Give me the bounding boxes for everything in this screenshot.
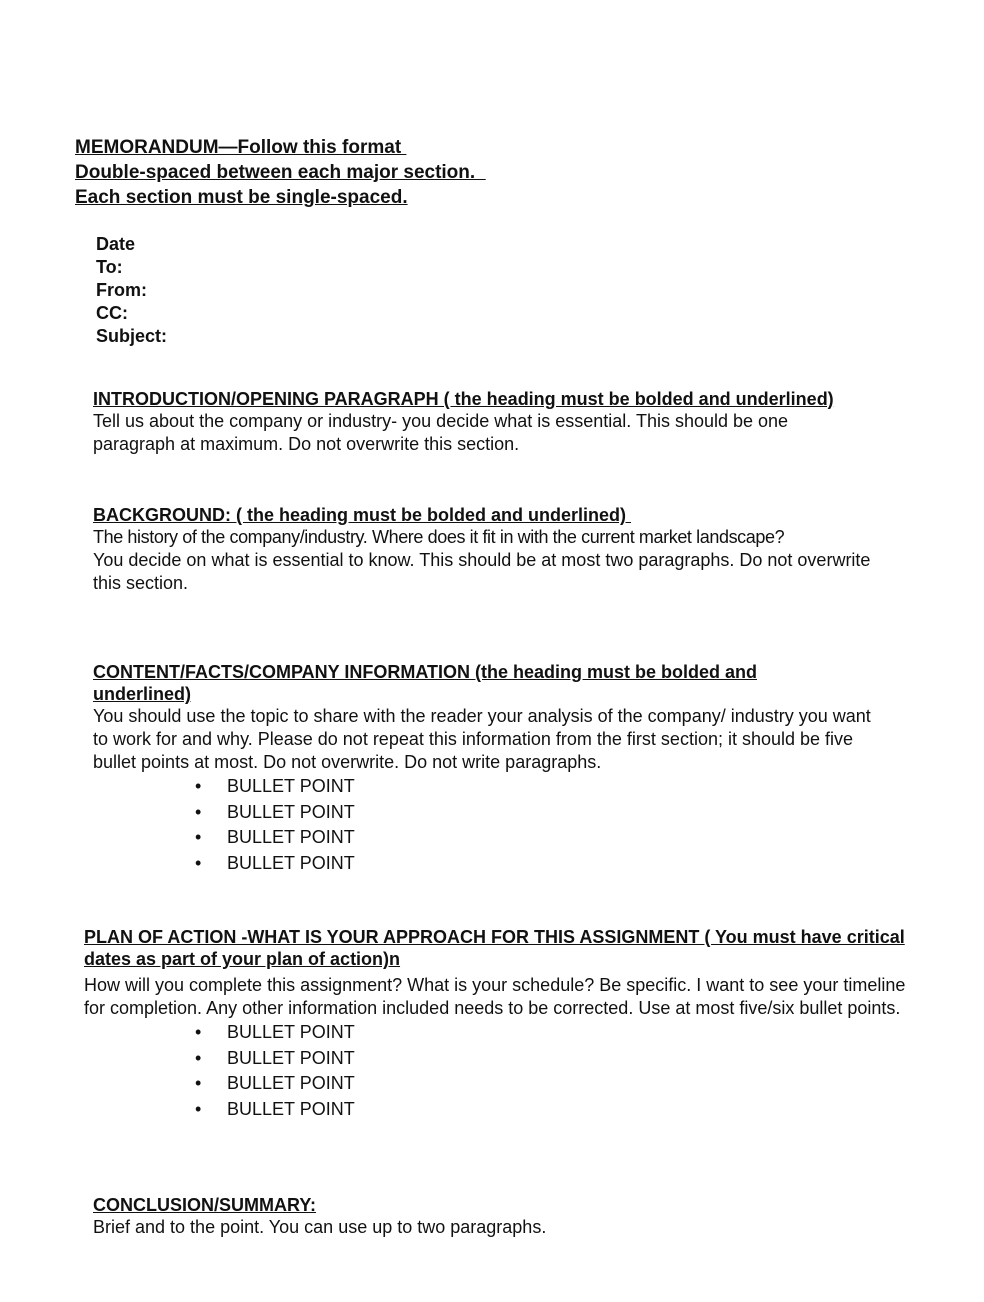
plan-section <box>84 926 914 1122</box>
list-item <box>195 800 893 826</box>
list-item <box>195 851 893 877</box>
bullet-text: BULLET POINT <box>227 827 355 847</box>
field-date: Date <box>96 234 136 254</box>
content-bullet-list <box>195 774 893 876</box>
bullet-text: BULLET POINT <box>227 1073 355 1093</box>
introduction-heading: INTRODUCTION/OPENING PARAGRAPH ( the heading must be bolded and underlined) <box>93 389 834 409</box>
bullet-icon: • <box>195 827 202 847</box>
header-line-3: Each section must be single-spaced. <box>75 187 408 208</box>
content-body: You should use the topic to share with the reader your analysis of the company/ industry you want to work for and why. Please do not repeat this information from the first section; it should be five bullet points at most. Do not overwrite. Do not write paragraphs. <box>93 706 871 772</box>
content-heading: CONTENT/FACTS/COMPANY INFORMATION (the heading must be bolded and underlined) <box>93 662 757 704</box>
bullet-icon: • <box>195 776 202 796</box>
bullet-text: BULLET POINT <box>227 776 355 796</box>
memo-fields <box>96 233 396 348</box>
list-item <box>195 774 893 800</box>
conclusion-body: Brief and to the point. You can use up to two paragraphs. <box>93 1217 547 1237</box>
bullet-text: BULLET POINT <box>227 1098 355 1119</box>
bullet-icon: • <box>195 1022 202 1042</box>
field-subject: Subject: <box>96 326 168 346</box>
list-item <box>195 1097 914 1123</box>
bullet-icon: • <box>195 1073 202 1093</box>
list-item <box>195 1071 914 1097</box>
bullet-text: BULLET POINT <box>227 1047 355 1068</box>
introduction-body: Tell us about the company or industry- you decide what is essential. This should be one paragraph at maximum. Do not overwrite this section. <box>93 411 789 454</box>
bullet-icon: • <box>195 1098 202 1119</box>
content-section <box>93 661 893 876</box>
bullet-text: BULLET POINT <box>227 801 355 822</box>
field-from: From: <box>96 280 147 300</box>
header-line-1: MEMORANDUM—Follow this format <box>75 137 407 158</box>
list-item <box>195 1046 914 1072</box>
memo-header <box>75 135 675 210</box>
field-to: To: <box>96 257 123 277</box>
bullet-icon: • <box>195 801 202 822</box>
conclusion-heading: CONCLUSION/SUMMARY: <box>93 1195 316 1215</box>
background-section <box>93 504 893 595</box>
list-item <box>195 1020 914 1046</box>
bullet-icon: • <box>195 852 202 873</box>
background-heading: BACKGROUND: ( the heading must be bolded and underlined) <box>93 505 631 525</box>
introduction-section <box>93 388 903 456</box>
bullet-icon: • <box>195 1047 202 1068</box>
background-body-line-1: The history of the company/industry. Where does it fit in with the current market landscape? <box>93 527 785 547</box>
bullet-text: BULLET POINT <box>227 1022 355 1042</box>
bullet-text: BULLET POINT <box>227 852 355 873</box>
plan-heading: PLAN OF ACTION -WHAT IS YOUR APPROACH FOR THIS ASSIGNMENT ( You must have critical dates as part of your plan of action)n <box>84 927 905 969</box>
plan-body: How will you complete this assignment? What is your schedule? Be specific. I want to see your timeline for completion. Any other information included needs to be corrected. Use at most five/six bullet points. <box>84 975 906 1018</box>
background-body: You decide on what is essential to know. This should be at most two paragraphs. Do not overwrite this section. <box>93 550 871 593</box>
header-line-2: Double-spaced between each major section. <box>75 162 486 183</box>
plan-bullet-list <box>195 1020 914 1122</box>
field-cc: CC: <box>96 303 128 323</box>
list-item <box>195 825 893 851</box>
conclusion-section <box>93 1194 893 1239</box>
